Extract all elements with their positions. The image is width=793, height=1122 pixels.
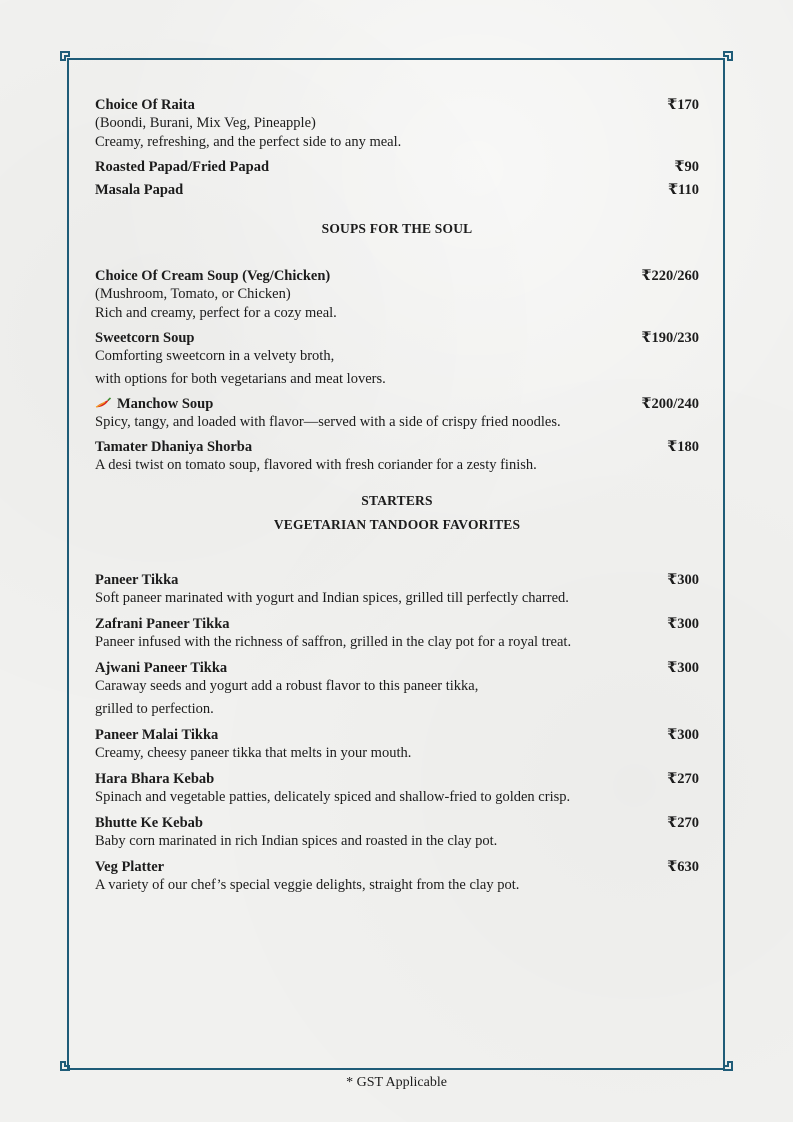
- item-description: (Mushroom, Tomato, or Chicken): [95, 286, 291, 302]
- menu-item: [95, 181, 699, 199]
- item-price: ₹110: [667, 182, 699, 198]
- item-price: ₹300: [667, 660, 699, 676]
- item-price: ₹300: [667, 616, 699, 632]
- menu-item: [95, 814, 699, 851]
- item-price: ₹270: [667, 815, 699, 831]
- footer-note: * GST Applicable: [346, 1075, 447, 1090]
- item-description: Spicy, tangy, and loaded with flavor—served with a side of crispy fried noodles.: [95, 414, 561, 430]
- item-description: Creamy, cheesy paneer tikka that melts in your mouth.: [95, 745, 412, 761]
- item-description: Soft paneer marinated with yogurt and Indian spices, grilled till perfectly charred.: [95, 590, 569, 606]
- item-name: Masala Papad: [95, 182, 184, 198]
- menu-item: [95, 329, 699, 389]
- item-name: Sweetcorn Soup: [95, 330, 195, 346]
- item-price: ₹630: [667, 859, 699, 875]
- item-name: Tamater Dhaniya Shorba: [95, 439, 253, 455]
- menu-item: [95, 158, 699, 176]
- item-name: Paneer Tikka: [95, 572, 179, 588]
- menu-item: [95, 438, 699, 475]
- item-name: Bhutte Ke Kebab: [95, 815, 203, 831]
- menu-item: [95, 770, 699, 807]
- corner-ornament-top-right: [717, 51, 733, 67]
- item-description: Rich and creamy, perfect for a cozy meal.: [95, 305, 337, 321]
- item-name: Veg Platter: [95, 859, 165, 875]
- item-description: (Boondi, Burani, Mix Veg, Pineapple): [95, 115, 316, 131]
- section-title-starters: STARTERS: [361, 493, 433, 508]
- item-description: A variety of our chef’s special veggie delights, straight from the clay pot.: [95, 877, 520, 893]
- menu-item: [95, 659, 699, 719]
- item-price: ₹170: [667, 97, 699, 113]
- menu-item: [95, 615, 699, 652]
- section-title-soups: SOUPS FOR THE SOUL: [321, 221, 473, 236]
- item-name: Ajwani Paneer Tikka: [95, 660, 228, 676]
- item-description: grilled to perfection.: [95, 701, 214, 717]
- item-price: ₹270: [667, 771, 699, 787]
- item-name: Paneer Malai Tikka: [95, 727, 219, 743]
- chili-icon: [95, 397, 111, 409]
- menu-content: [95, 96, 699, 895]
- menu-item: [95, 726, 699, 763]
- item-name-wrapper: [95, 396, 213, 413]
- item-description: Comforting sweetcorn in a velvety broth,: [95, 348, 335, 364]
- item-name: Choice Of Cream Soup (Veg/Chicken): [95, 268, 331, 284]
- item-name: Hara Bhara Kebab: [95, 771, 215, 787]
- item-price: ₹300: [667, 572, 699, 588]
- item-price: ₹190/230: [641, 330, 699, 346]
- item-description: with options for both vegetarians and meat lovers.: [95, 371, 386, 387]
- menu-item: [95, 267, 699, 323]
- item-price: ₹300: [667, 727, 699, 743]
- item-description: Paneer infused with the richness of saffron, grilled in the clay pot for a royal treat.: [95, 634, 572, 650]
- item-description: A desi twist on tomato soup, flavored with fresh coriander for a zesty finish.: [95, 457, 537, 473]
- item-name: Zafrani Paneer Tikka: [95, 616, 230, 632]
- menu-item: [95, 858, 699, 895]
- item-description: Spinach and vegetable patties, delicately spiced and shallow-fried to golden crisp.: [95, 789, 571, 805]
- corner-ornament-bottom-left: [60, 1055, 76, 1071]
- item-name: Choice Of Raita: [95, 97, 195, 113]
- menu-item: [95, 96, 699, 152]
- item-price: ₹200/240: [641, 396, 699, 412]
- menu-item: [95, 395, 699, 432]
- item-price: ₹90: [674, 159, 699, 175]
- item-description: Baby corn marinated in rich Indian spices and roasted in the clay pot.: [95, 833, 498, 849]
- item-name: Manchow Soup: [117, 396, 214, 412]
- menu-item: [95, 571, 699, 608]
- item-price: ₹220/260: [641, 268, 699, 284]
- item-name: Roasted Papad/Fried Papad: [95, 159, 270, 175]
- corner-ornament-top-left: [60, 51, 76, 67]
- item-description: Caraway seeds and yogurt add a robust flavor to this paneer tikka,: [95, 678, 479, 694]
- item-price: ₹180: [667, 439, 699, 455]
- corner-ornament-bottom-right: [717, 1055, 733, 1071]
- item-description: Creamy, refreshing, and the perfect side to any meal.: [95, 134, 402, 150]
- section-title-veg-tandoor: VEGETARIAN TANDOOR FAVORITES: [273, 517, 521, 532]
